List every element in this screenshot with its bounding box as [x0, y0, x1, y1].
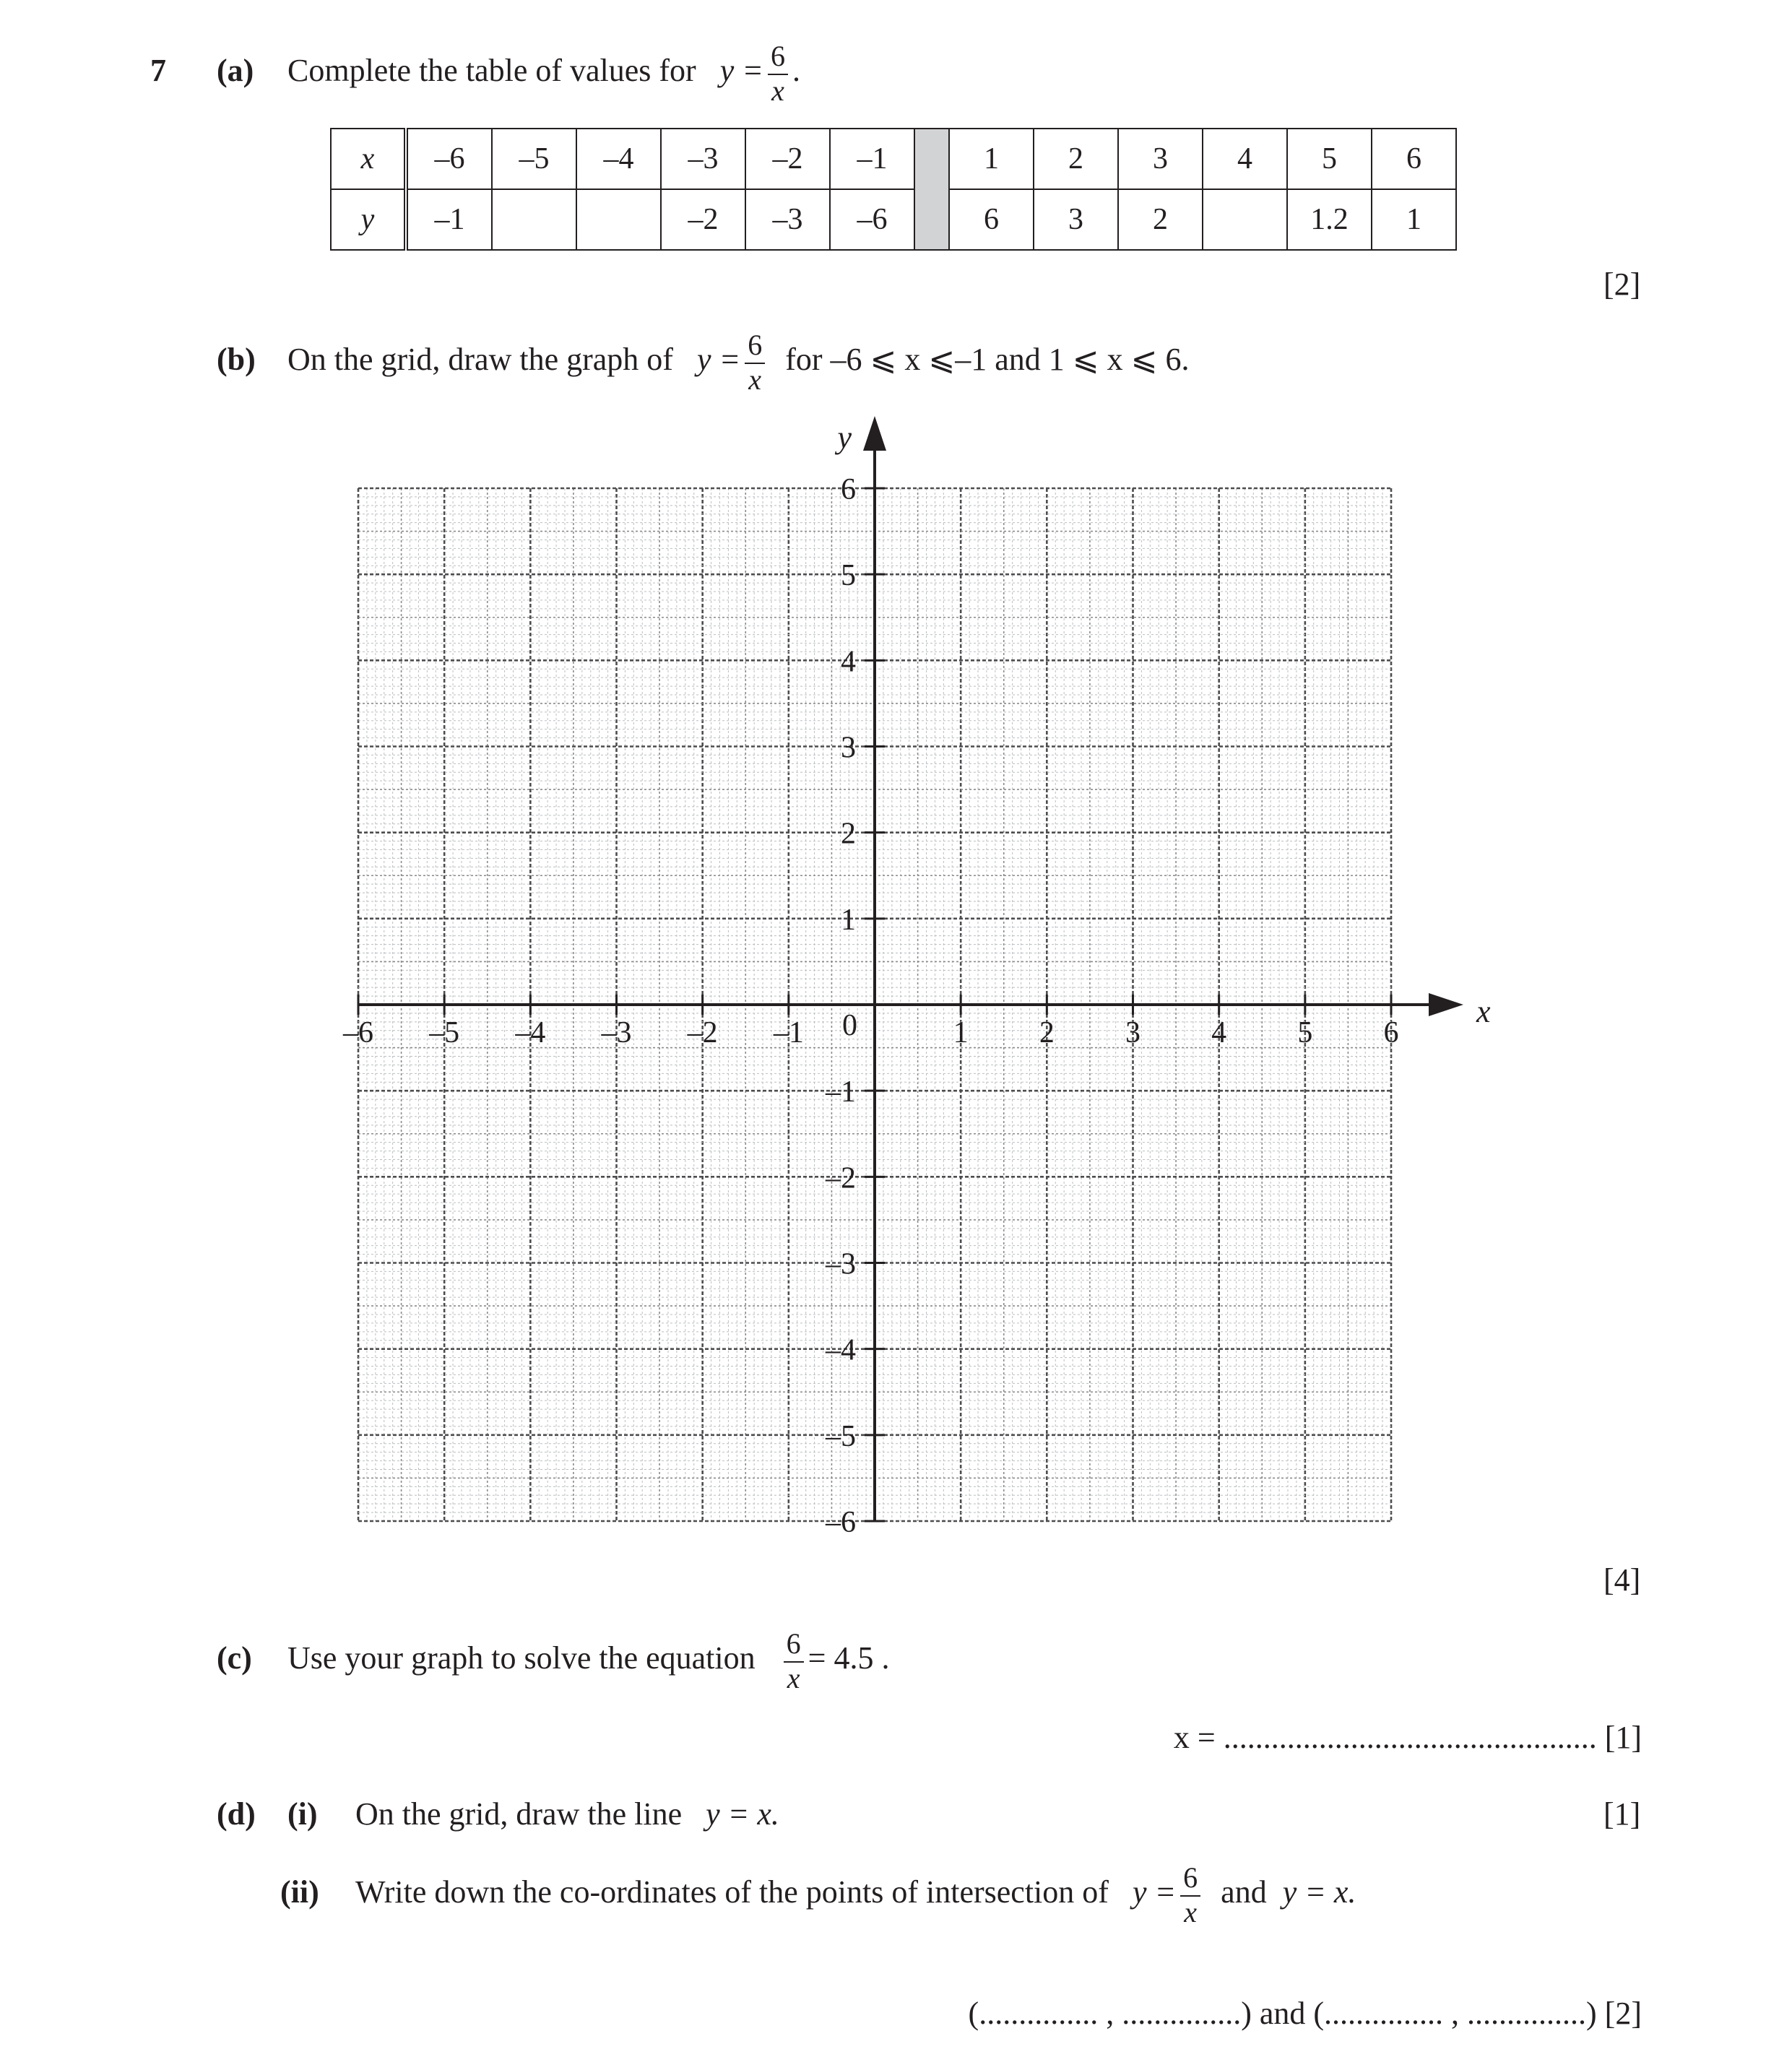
table-x-cell: –1 [830, 129, 914, 189]
table-y-header: y [331, 189, 406, 250]
x-tick-label: –3 [601, 1016, 632, 1049]
part-a-eq-end: . [792, 53, 800, 89]
table-x-cell: 5 [1287, 129, 1372, 189]
part-d-i-prompt [355, 1796, 779, 1832]
y-tick-label: 6 [841, 473, 856, 506]
y-tick-label: –3 [826, 1247, 856, 1281]
y-tick-label: 5 [841, 559, 856, 593]
table-x-cell: –2 [745, 129, 830, 189]
table-y-cell: 1.2 [1287, 189, 1372, 250]
table-y-cell: –1 [406, 189, 492, 250]
part-d-label: (d) [217, 1796, 256, 1832]
part-b-eq-lhs: y = [696, 342, 741, 378]
x-tick-label: –4 [515, 1016, 546, 1049]
part-c-answer-line[interactable]: x = ............................................... [1] [1173, 1720, 1642, 1755]
x-tick-label: 5 [1297, 1016, 1313, 1049]
part-c-eq-rhs: = 4.5 . [808, 1640, 890, 1676]
x-axis-arrow [1429, 993, 1463, 1016]
table-y-cell: –2 [661, 189, 745, 250]
y-tick-label: 3 [841, 731, 856, 765]
part-d-i-text: On the grid, draw the line [355, 1796, 683, 1832]
table-x-cell: –6 [406, 129, 492, 189]
table-x-header: x [331, 129, 406, 189]
part-d-ii-fraction [1180, 1863, 1200, 1927]
x-axis-label: x [1476, 994, 1491, 1029]
part-c-frac-den: x [784, 1661, 804, 1693]
part-a-eq-lhs: y = [719, 53, 763, 89]
x-tick-label: 4 [1211, 1016, 1227, 1049]
part-d-ii-label: (ii) [280, 1874, 319, 1910]
part-b-frac-num: 6 [748, 329, 763, 361]
table-y-cell: 6 [949, 189, 1034, 250]
y-tick-label: –6 [826, 1506, 856, 1539]
y-tick-label: –5 [826, 1419, 856, 1453]
part-b-marks: [4] [1603, 1562, 1641, 1598]
part-a-marks: [2] [1603, 267, 1641, 302]
y-tick-label: 4 [841, 645, 856, 679]
part-d-ii-text: Write down the co-ordinates of the points of intersection of [355, 1874, 1109, 1910]
part-d-ii-answer-line[interactable]: (............... , ...............) and (............... , ...............) [2] [968, 1996, 1642, 2031]
part-d-i-label: (i) [287, 1796, 318, 1832]
table-y-cell: 3 [1034, 189, 1118, 250]
part-c-prompt [287, 1629, 889, 1693]
part-b-text: On the grid, draw the graph of [287, 342, 673, 378]
y-tick-label: 2 [841, 817, 856, 851]
table-y-cell: –3 [745, 189, 830, 250]
x-tick-label: 1 [953, 1016, 969, 1049]
part-a-frac-den: x [768, 74, 788, 105]
y-tick-label: –1 [826, 1075, 856, 1109]
part-a-label: (a) [217, 53, 254, 88]
table-x-cell: 6 [1372, 129, 1456, 189]
y-tick-label: 1 [841, 903, 856, 937]
part-d-ii-prompt [355, 1863, 1356, 1927]
part-a-frac-num: 6 [770, 40, 785, 72]
table-y-cell: 1 [1372, 189, 1456, 250]
x-tick-label: –1 [773, 1016, 804, 1049]
x-tick-label: 3 [1125, 1016, 1140, 1049]
part-c-fraction [784, 1629, 804, 1693]
part-b-range: for –6 ⩽ x ⩽–1 and 1 ⩽ x ⩽ 6. [785, 342, 1190, 378]
part-c-frac-num: 6 [786, 1627, 801, 1660]
part-c-label: (c) [217, 1640, 252, 1676]
table-x-cell: 4 [1203, 129, 1287, 189]
x-tick-label: –6 [343, 1016, 373, 1049]
x-tick-label: 6 [1383, 1016, 1399, 1049]
y-axis-arrow [863, 416, 886, 451]
y-axis-label: y [837, 420, 852, 455]
part-d-i-marks: [1] [1603, 1796, 1641, 1832]
table-x-cell: 2 [1034, 129, 1118, 189]
part-d-ii-frac-num: 6 [1183, 1861, 1198, 1894]
table-x-cell: 1 [949, 129, 1034, 189]
x-tick-label: 2 [1039, 1016, 1055, 1049]
table-x-cell: –4 [576, 129, 661, 189]
part-d-ii-eq-lhs: y = [1132, 1874, 1177, 1910]
part-d-ii-frac-den: x [1180, 1895, 1200, 1927]
part-b-frac-den: x [745, 363, 765, 394]
part-d-i-eq: y = x. [706, 1796, 779, 1832]
table-y-cell: –6 [830, 189, 914, 250]
part-c-text: Use your graph to solve the equation [287, 1640, 756, 1676]
x-tick-label: –5 [429, 1016, 460, 1049]
part-a-text: Complete the table of values for [287, 53, 696, 89]
table-y-cell: 2 [1118, 189, 1203, 250]
y-tick-label: –4 [826, 1333, 856, 1367]
part-b-label: (b) [217, 342, 256, 377]
table-x-cell: –3 [661, 129, 745, 189]
y-tick-label: –2 [826, 1161, 856, 1195]
part-d-ii-eq2: y = x. [1282, 1874, 1356, 1910]
origin-label: 0 [842, 1009, 857, 1042]
part-d-ii-and: and [1221, 1874, 1267, 1910]
question-number: 7 [150, 53, 166, 88]
table-x-cell: –5 [492, 129, 576, 189]
table-x-cell: 3 [1118, 129, 1203, 189]
x-tick-label: –2 [687, 1016, 718, 1049]
